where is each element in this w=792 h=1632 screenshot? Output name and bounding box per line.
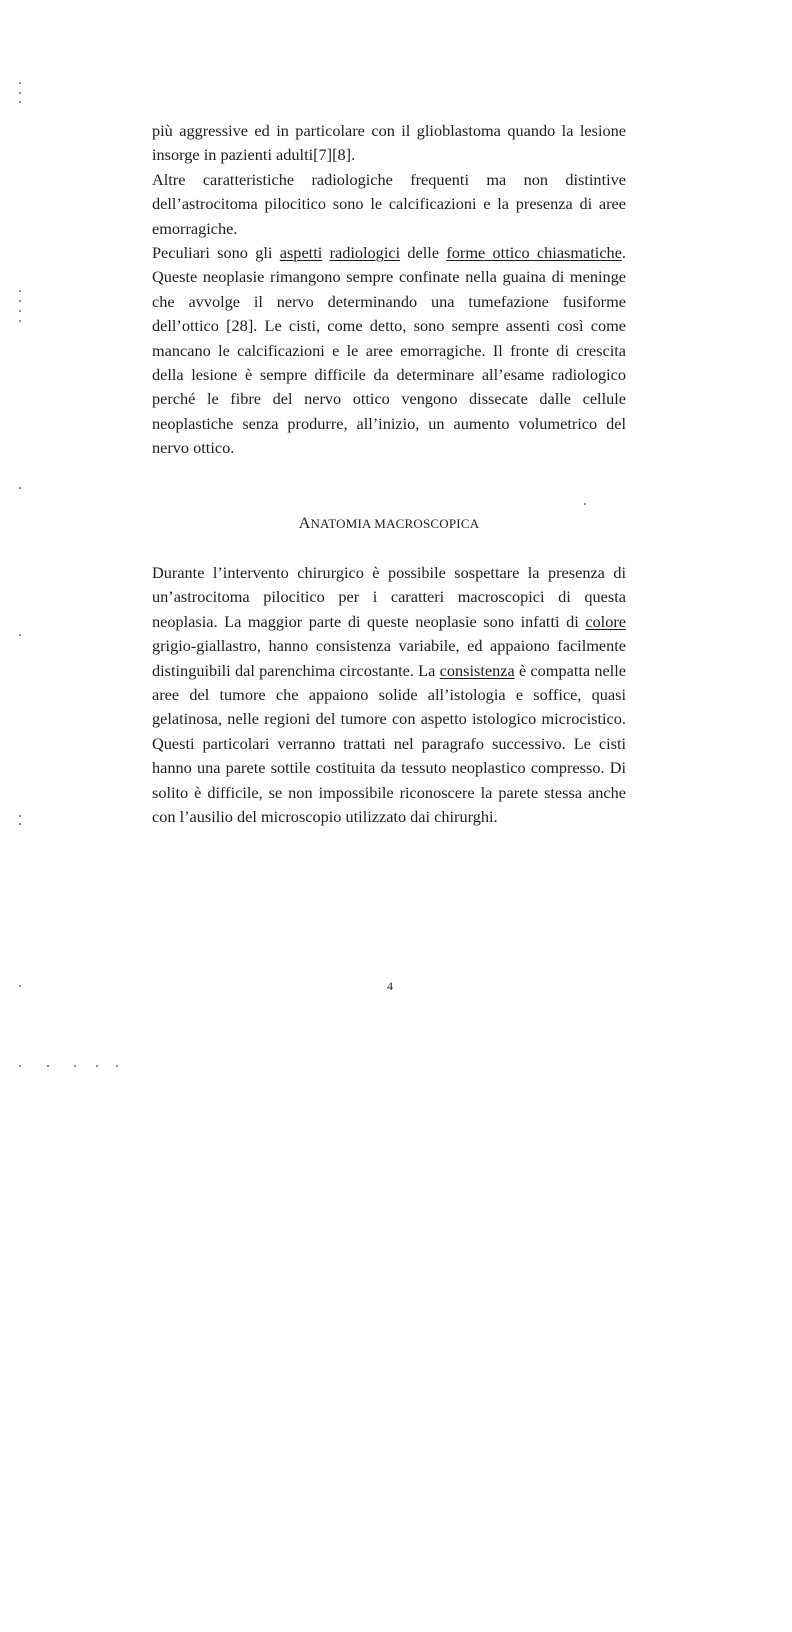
paragraph-3-text — [322, 243, 329, 262]
scan-mark — [96, 1065, 98, 1067]
paragraph-4 — [152, 561, 626, 829]
scan-mark — [47, 1065, 49, 1067]
paragraph-4-text: Durante l’intervento chirurgico è possibile sospettare la presenza di un’astrocitoma pilocitico per i caratteri macroscopici di questa neoplasia. La maggior parte di queste neoplasie sono infatti di — [152, 563, 626, 631]
scan-mark — [19, 985, 21, 987]
page-number: 4 — [387, 979, 393, 993]
underlined-term: radiologici — [329, 243, 401, 263]
paragraph-3-text: Peculiari sono gli — [152, 243, 280, 263]
scan-mark — [19, 1065, 21, 1067]
scan-mark — [19, 92, 21, 94]
scan-mark — [19, 310, 21, 312]
heading-rest: NATOMIA MACROSCOPICA — [310, 516, 480, 531]
paragraph-4-text: grigio-giallastro, hanno consistenza variabile, ed appaiono facilmente distinguibili dal parenchima circostante. La — [152, 636, 626, 680]
scan-mark — [19, 320, 21, 322]
paragraph-3-text: delle — [400, 243, 447, 263]
scan-mark — [19, 815, 21, 817]
paragraph-3-text: . Queste neoplasie rimangono sempre confinate nella guaina di meninge che avvolge il nervo determinando una tumefazione fusiforme dell’ottico [28]. Le cisti, come detto, sono sempre assenti così come mancano le calcificazioni e le aree emorragiche. Il fronte di crescita della lesione è sempre difficile da determinare all’esame radiologico perché le fibre del nervo ottico vengono dissecate dalle cellule neoplastiche senza produrre, all’inizio, un aumento volumetrico del nervo ottico. — [152, 243, 626, 458]
body-text-top — [152, 119, 626, 461]
scan-mark — [19, 290, 21, 292]
scan-mark — [19, 487, 21, 489]
scan-mark — [19, 823, 21, 825]
underlined-term: aspetti — [279, 243, 323, 263]
paragraph-4-text: è compatta nelle aree del tumore che appaiono solide all’istologia e soffice, quasi gelatinosa, nelle regioni del tumore con aspetto istologico microcistico. Questi particolari verranno trattati nel paragrafo successivo. Le cisti hanno una parete sottile costituita da tessuto neoplastico compresso. Di solito è difficile, se non impossibile riconoscere la parete stessa anche con l’ausilio del microscopio utilizzato dai chirurghi. — [152, 660, 627, 827]
scan-mark — [19, 82, 21, 84]
paragraph-1: più aggressive ed in particolare con il glioblastoma quando la lesione insorge in pazienti adulti[7][8]. — [152, 121, 626, 165]
scan-mark — [19, 300, 21, 302]
scan-mark — [19, 634, 21, 636]
paragraph-2: Altre caratteristiche radiologiche frequenti ma non distintive dell’astrocitoma pilocitico sono le calcificazioni e la presenza di aree emorragiche. — [152, 169, 626, 238]
scan-mark — [19, 101, 21, 103]
scan-mark — [74, 1065, 76, 1067]
heading-initial: A — [298, 515, 311, 532]
body-text-bottom — [152, 561, 626, 829]
underlined-term: colore — [585, 611, 626, 631]
scan-mark — [584, 503, 586, 505]
section-heading — [152, 515, 626, 533]
underlined-term: consistenza — [439, 660, 515, 680]
underlined-term: forme ottico chiasmatiche — [446, 243, 622, 263]
paragraph-3 — [152, 241, 626, 461]
scan-mark — [116, 1065, 118, 1067]
